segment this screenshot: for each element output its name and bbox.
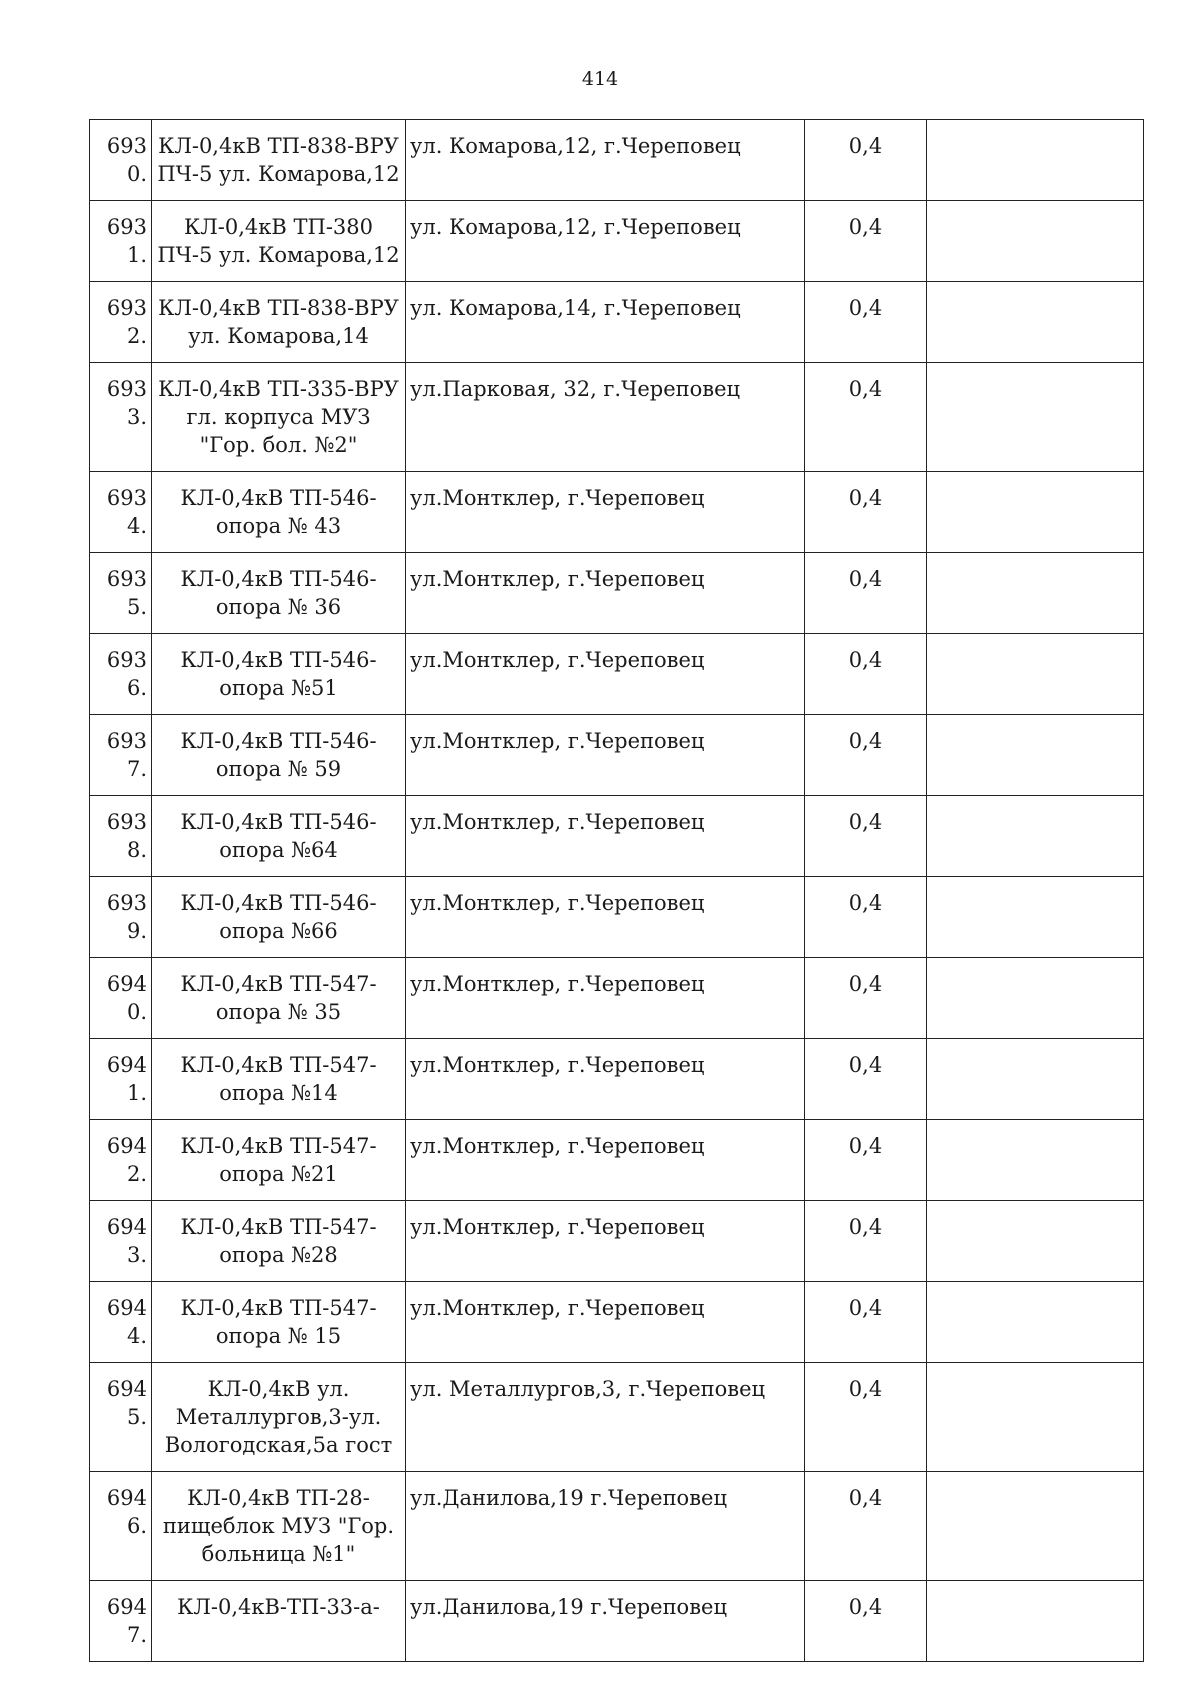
address-cell: ул.Монтклер, г.Череповец (406, 877, 805, 958)
page-number: 414 (581, 68, 619, 90)
object-name-cell: КЛ-0,4кВ ТП-838-ВРУ ул. Комарова,14 (152, 282, 406, 363)
address-cell: ул.Монтклер, г.Череповец (406, 1120, 805, 1201)
voltage-cell: 0,4 (805, 1472, 927, 1581)
extra-cell (927, 1581, 1144, 1662)
row-number-cell: 6939. (90, 877, 152, 958)
extra-cell (927, 472, 1144, 553)
registry-table (89, 119, 1144, 1662)
table-row (90, 715, 1144, 796)
row-number-cell: 6946. (90, 1472, 152, 1581)
row-number-cell: 6941. (90, 1039, 152, 1120)
address-cell: ул.Монтклер, г.Череповец (406, 472, 805, 553)
address-cell: ул.Парковая, 32, г.Череповец (406, 363, 805, 472)
row-number-cell: 6943. (90, 1201, 152, 1282)
voltage-cell: 0,4 (805, 796, 927, 877)
voltage-cell: 0,4 (805, 1039, 927, 1120)
voltage-cell: 0,4 (805, 472, 927, 553)
voltage-cell: 0,4 (805, 201, 927, 282)
object-name-cell: КЛ-0,4кВ ТП-547-опора №28 (152, 1201, 406, 1282)
extra-cell (927, 1472, 1144, 1581)
table-row (90, 120, 1144, 201)
voltage-cell: 0,4 (805, 634, 927, 715)
object-name-cell: КЛ-0,4кВ ТП-546-опора №51 (152, 634, 406, 715)
row-number-cell: 6942. (90, 1120, 152, 1201)
row-number-cell: 6940. (90, 958, 152, 1039)
address-cell: ул.Монтклер, г.Череповец (406, 958, 805, 1039)
row-number-cell: 6947. (90, 1581, 152, 1662)
table-row (90, 877, 1144, 958)
extra-cell (927, 1201, 1144, 1282)
object-name-cell: КЛ-0,4кВ ТП-547-опора № 35 (152, 958, 406, 1039)
extra-cell (927, 553, 1144, 634)
object-name-cell: КЛ-0,4кВ ТП-546-опора № 43 (152, 472, 406, 553)
table-row (90, 1201, 1144, 1282)
row-number-cell: 6930. (90, 120, 152, 201)
address-cell: ул.Монтклер, г.Череповец (406, 796, 805, 877)
voltage-cell: 0,4 (805, 958, 927, 1039)
address-cell: ул. Комарова,12, г.Череповец (406, 120, 805, 201)
address-cell: ул.Монтклер, г.Череповец (406, 1039, 805, 1120)
table-row (90, 201, 1144, 282)
address-cell: ул. Металлургов,3, г.Череповец (406, 1363, 805, 1472)
extra-cell (927, 120, 1144, 201)
row-number-cell: 6935. (90, 553, 152, 634)
object-name-cell: КЛ-0,4кВ ТП-546-опора № 36 (152, 553, 406, 634)
voltage-cell: 0,4 (805, 363, 927, 472)
row-number-cell: 6937. (90, 715, 152, 796)
table-row (90, 472, 1144, 553)
object-name-cell: КЛ-0,4кВ ТП-28-пищеблок МУЗ "Гор. больница №1" (152, 1472, 406, 1581)
address-cell: ул.Монтклер, г.Череповец (406, 1282, 805, 1363)
extra-cell (927, 363, 1144, 472)
row-number-cell: 6944. (90, 1282, 152, 1363)
row-number-cell: 6938. (90, 796, 152, 877)
row-number-cell: 6933. (90, 363, 152, 472)
table-row (90, 958, 1144, 1039)
voltage-cell: 0,4 (805, 1282, 927, 1363)
voltage-cell: 0,4 (805, 1201, 927, 1282)
object-name-cell: КЛ-0,4кВ ТП-547-опора №21 (152, 1120, 406, 1201)
address-cell: ул. Комарова,12, г.Череповец (406, 201, 805, 282)
row-number-cell: 6931. (90, 201, 152, 282)
extra-cell (927, 1039, 1144, 1120)
extra-cell (927, 715, 1144, 796)
extra-cell (927, 634, 1144, 715)
table-row (90, 282, 1144, 363)
object-name-cell: КЛ-0,4кВ ул. Металлургов,3-ул. Вологодская,5а гост (152, 1363, 406, 1472)
extra-cell (927, 877, 1144, 958)
object-name-cell: КЛ-0,4кВ ТП-838-ВРУ ПЧ-5 ул. Комарова,12 (152, 120, 406, 201)
extra-cell (927, 1120, 1144, 1201)
voltage-cell: 0,4 (805, 715, 927, 796)
object-name-cell: КЛ-0,4кВ ТП-380 ПЧ-5 ул. Комарова,12 (152, 201, 406, 282)
table-row (90, 634, 1144, 715)
row-number-cell: 6936. (90, 634, 152, 715)
table-row (90, 553, 1144, 634)
extra-cell (927, 958, 1144, 1039)
voltage-cell: 0,4 (805, 120, 927, 201)
table-row (90, 1472, 1144, 1581)
row-number-cell: 6945. (90, 1363, 152, 1472)
address-cell: ул.Монтклер, г.Череповец (406, 1201, 805, 1282)
voltage-cell: 0,4 (805, 1363, 927, 1472)
address-cell: ул.Данилова,19 г.Череповец (406, 1581, 805, 1662)
object-name-cell: КЛ-0,4кВ ТП-546-опора № 59 (152, 715, 406, 796)
voltage-cell: 0,4 (805, 877, 927, 958)
row-number-cell: 6932. (90, 282, 152, 363)
voltage-cell: 0,4 (805, 1120, 927, 1201)
table-row (90, 1581, 1144, 1662)
table-row (90, 363, 1144, 472)
address-cell: ул.Данилова,19 г.Череповец (406, 1472, 805, 1581)
table-row (90, 1363, 1144, 1472)
registry-table-body (90, 120, 1144, 1662)
object-name-cell: КЛ-0,4кВ ТП-546-опора №64 (152, 796, 406, 877)
object-name-cell: КЛ-0,4кВ ТП-335-ВРУ гл. корпуса МУЗ "Гор. бол. №2" (152, 363, 406, 472)
extra-cell (927, 796, 1144, 877)
table-row (90, 1282, 1144, 1363)
extra-cell (927, 201, 1144, 282)
object-name-cell: КЛ-0,4кВ ТП-547-опора №14 (152, 1039, 406, 1120)
voltage-cell: 0,4 (805, 553, 927, 634)
extra-cell (927, 282, 1144, 363)
extra-cell (927, 1282, 1144, 1363)
address-cell: ул.Монтклер, г.Череповец (406, 634, 805, 715)
extra-cell (927, 1363, 1144, 1472)
address-cell: ул.Монтклер, г.Череповец (406, 553, 805, 634)
table-row (90, 1120, 1144, 1201)
table-row (90, 796, 1144, 877)
object-name-cell: КЛ-0,4кВ ТП-547-опора № 15 (152, 1282, 406, 1363)
object-name-cell: КЛ-0,4кВ ТП-546-опора №66 (152, 877, 406, 958)
voltage-cell: 0,4 (805, 282, 927, 363)
address-cell: ул. Комарова,14, г.Череповец (406, 282, 805, 363)
object-name-cell: КЛ-0,4кВ-ТП-33-а- (152, 1581, 406, 1662)
voltage-cell: 0,4 (805, 1581, 927, 1662)
table-row (90, 1039, 1144, 1120)
address-cell: ул.Монтклер, г.Череповец (406, 715, 805, 796)
row-number-cell: 6934. (90, 472, 152, 553)
